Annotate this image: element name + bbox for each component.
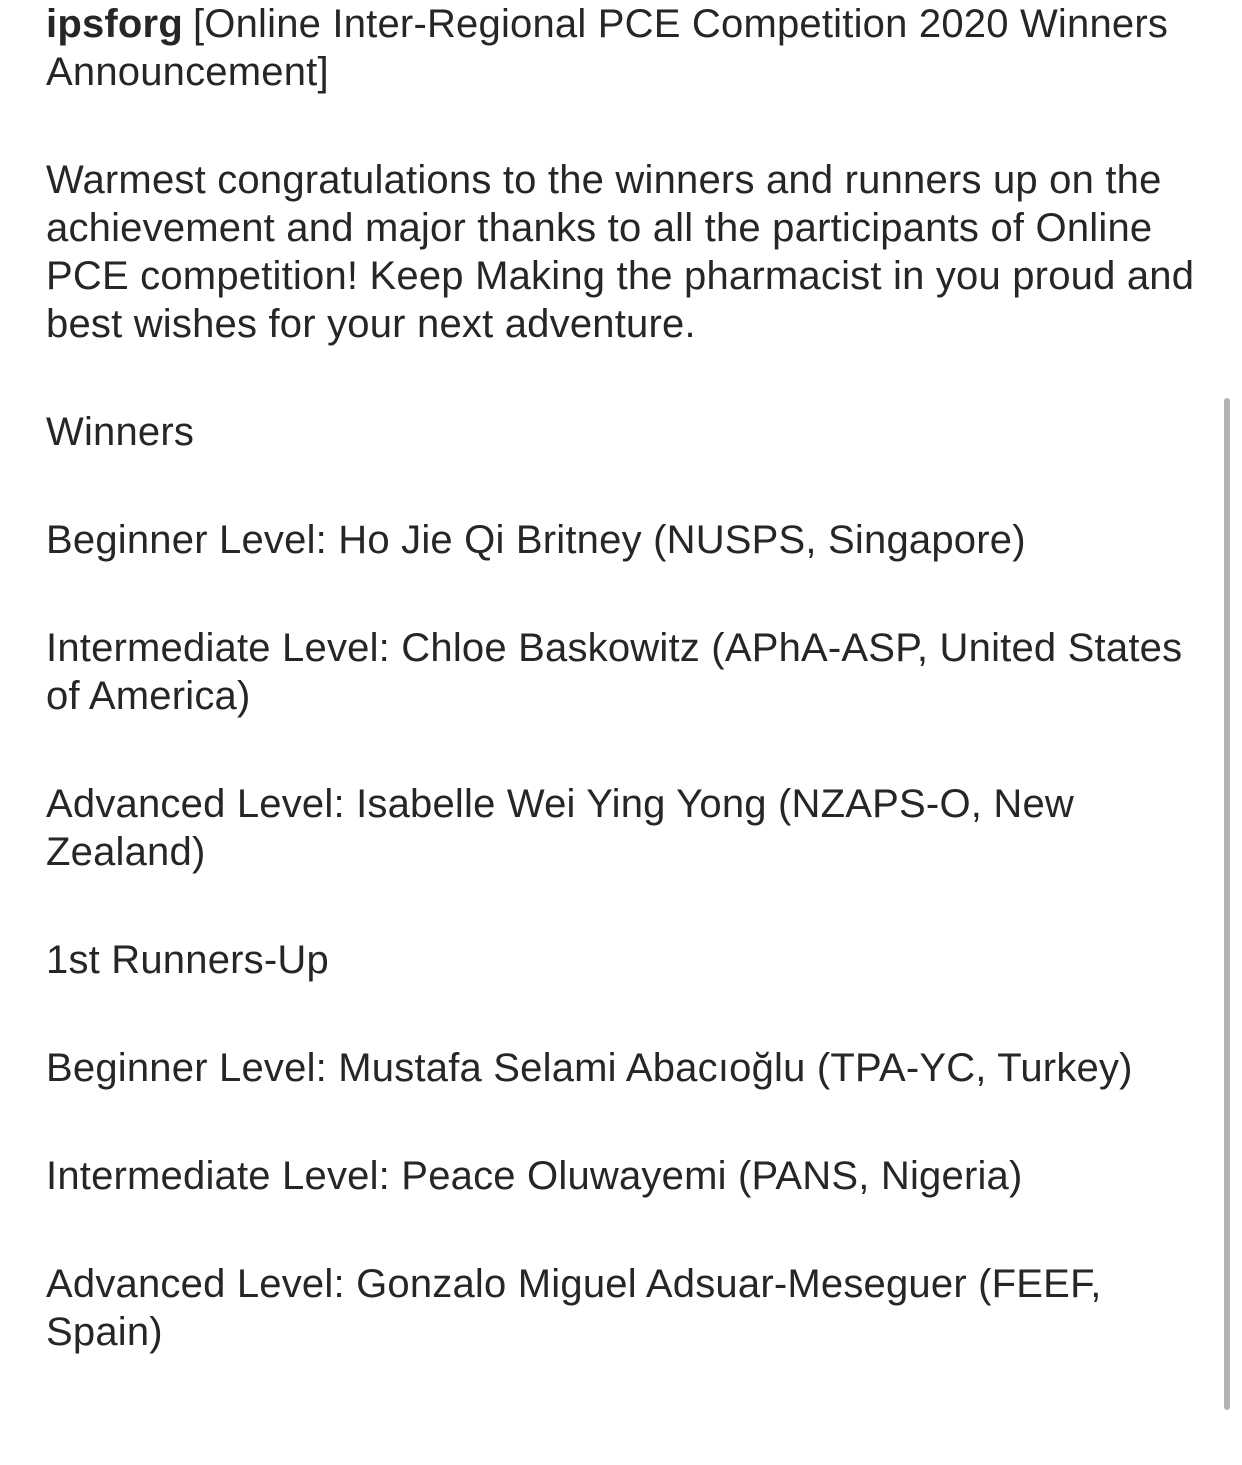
caption-header: [46, 0, 1196, 96]
username[interactable]: ipsforg: [46, 2, 183, 46]
winners-heading: Winners: [46, 410, 195, 454]
winner-beginner: Beginner Level: Ho Jie Qi Britney (NUSPS, Singapore): [46, 518, 1026, 562]
winner-advanced: Advanced Level: Isabelle Wei Ying Yong (NZAPS-O, New Zealand): [46, 782, 1074, 874]
post-caption: [46, 0, 1196, 1356]
runners-up-heading: 1st Runners-Up: [46, 938, 329, 982]
caption-intro: Warmest congratulations to the winners and runners up on the achievement and major thanks to all the participants of Online PCE competition! Keep Making the pharmacist in you proud and best wishes for your next adventure.: [46, 158, 1195, 346]
scrollbar-thumb[interactable]: [1224, 398, 1230, 1410]
post-title: [Online Inter-Regional PCE Competition 2020 Winners Announcement]: [46, 2, 1169, 94]
winner-intermediate: Intermediate Level: Chloe Baskowitz (APhA-ASP, United States of America): [46, 626, 1183, 718]
runner-up-beginner: Beginner Level: Mustafa Selami Abacıoğlu (TPA-YC, Turkey): [46, 1046, 1133, 1090]
scrollbar[interactable]: [1224, 398, 1230, 1410]
runner-up-advanced: Advanced Level: Gonzalo Miguel Adsuar-Meseguer (FEEF, Spain): [46, 1262, 1102, 1354]
runner-up-intermediate: Intermediate Level: Peace Oluwayemi (PANS, Nigeria): [46, 1154, 1023, 1198]
